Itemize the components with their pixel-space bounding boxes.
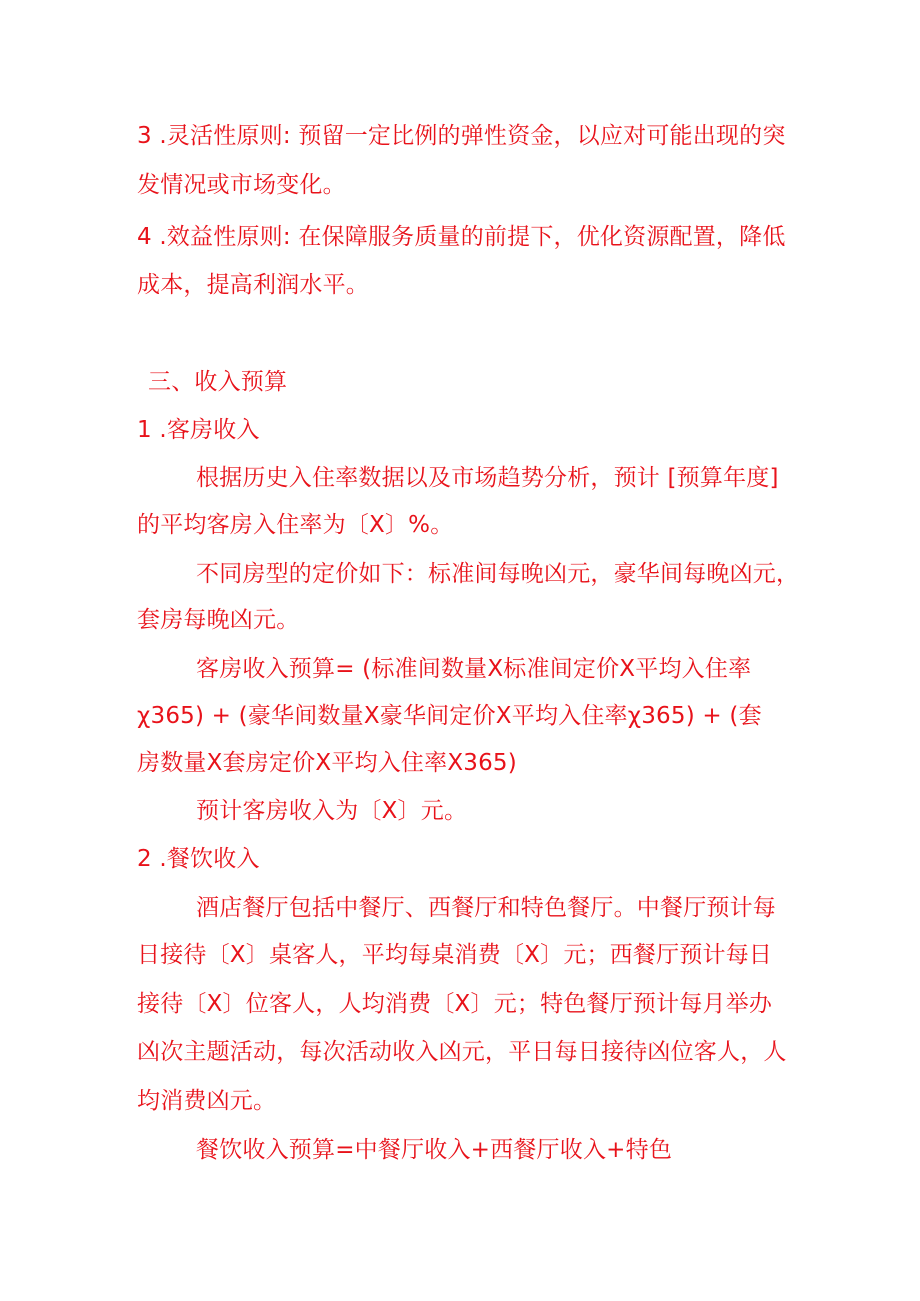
section-3-heading: 三、收入预算 [148,369,288,395]
food-paragraph-1-line-5: 均消费凶元。 [137,1088,277,1114]
room-paragraph-3-line-3: 房数量X套房定价X平均入住率X365) [137,750,517,776]
food-paragraph-1-line-4: 凶次主题活动，每次活动收入凶元，平日每日接待凶位客人，人 [137,1039,787,1065]
room-paragraph-1-line-1: 根据历史入住率数据以及市场趋势分析，预计 [预算年度] [196,465,779,491]
subsection-2-heading: 2 .餐饮收入 [137,846,260,872]
room-paragraph-4-line-1: 预计客房收入为〔X〕元。 [196,798,468,824]
principle-4-line-2: 成本，提高利润水平。 [137,272,369,298]
principle-4-line-1: 4 .效益性原则: 在保障服务质量的前提下，优化资源配置，降低 [137,224,786,250]
principle-3-line-2: 发情况或市场变化。 [137,172,346,198]
principle-3-line-1: 3 .灵活性原则: 预留一定比例的弹性资金，以应对可能出现的突 [137,123,786,149]
room-paragraph-3-line-1: 客房收入预算= (标准间数量X标准间定价X平均入住率 [196,656,752,682]
food-paragraph-1-line-1: 酒店餐厅包括中餐厅、西餐厅和特色餐厅。中餐厅预计每 [196,895,776,921]
food-paragraph-1-line-2: 日接待〔X〕桌客人，平均每桌消费〔X〕元；西餐厅预计每日 [137,942,773,968]
room-paragraph-3-line-2: χ365) + (豪华间数量X豪华间定价X平均入住率χ365) + (套 [137,703,762,729]
room-paragraph-2-line-2: 套房每晚凶元。 [137,607,300,633]
food-paragraph-2-line-1: 餐饮收入预算=中餐厅收入+西餐厅收入+特色 [196,1137,673,1163]
room-paragraph-1-line-2: 的平均客房入住率为〔X〕%。 [137,512,454,538]
room-paragraph-2-line-1: 不同房型的定价如下：标准间每晚凶元，豪华间每晚凶元， [196,561,800,587]
food-paragraph-1-line-3: 接待〔X〕位客人，人均消费〔X〕元；特色餐厅预计每月举办 [137,991,773,1017]
subsection-1-heading: 1 .客房收入 [137,417,260,443]
